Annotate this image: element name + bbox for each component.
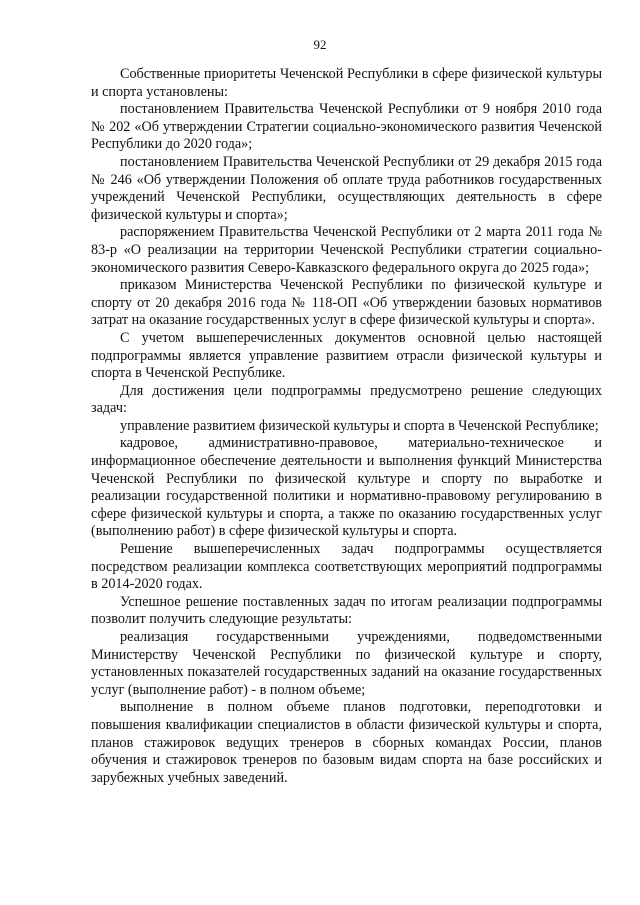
paragraph-task-management: управление развитием физической культуры и спорта в Чеченской Республике; — [120, 417, 599, 434]
document-body — [91, 66, 602, 787]
paragraph-ministry-order-2016: приказом Министерства Чеченской Республики по физической культуре и спорту от 20 декабря 2016 года № 118-ОП «Об утверждении базовых нормативов затрат на оказание государственных услуг в сфере физической культуры и спорта». — [91, 277, 602, 329]
paragraph-results-intro: Успешное решение поставленных задач по итогам реализации подпрограммы позволит получить следующие результаты: — [91, 593, 602, 628]
paragraph-decree-2015: постановлением Правительства Чеченской Республики от 29 декабря 2015 года № 246 «Об утверждении Положения об оплате труда работников государственных учреждений Чеченской Республики, осуществляющих деятельность в сфере физической культуры и спорта»; — [91, 153, 602, 223]
paragraph-decree-2010: постановлением Правительства Чеченской Республики от 9 ноября 2010 года № 202 «Об утверждении Стратегии социально-экономического развития Чеченской Республики до 2020 года»; — [91, 101, 602, 153]
paragraph-order-2011: распоряжением Правительства Чеченской Республики от 2 марта 2011 года № 83-р «О реализации на территории Чеченской Республики стратегии социально-экономического развития Северо-Кавказского федерального округа до 2025 года»; — [91, 224, 602, 276]
paragraph-priorities-intro: Собственные приоритеты Чеченской Республики в сфере физической культуры и спорта установлены: — [91, 66, 602, 100]
paragraph-result-state-tasks: реализация государственными учреждениями, подведомственными Министерству Чеченской Республики по физической культуре и спорту, установленных показателей государственных заданий на оказание государственных услуг (выполнение работ) - в полном объеме; — [91, 629, 602, 698]
paragraph-task-support: кадровое, административно-правовое, материально-техническое и информационное обеспечение деятельности и выполнения функций Министерства Чеченской Республики по физической культуре и спорту по выработке и реализации государственной политики и нормативно-правовому регулированию в сфере физической культуры и спорта, а также по оказанию государственных услуг (выполнению работ) в сфере физической культуры и спорта. — [91, 435, 602, 540]
paragraph-tasks-intro: Для достижения цели подпрограммы предусмотрено решение следующих задач: — [91, 382, 602, 417]
paragraph-implementation: Решение вышеперечисленных задач подпрограммы осуществляется посредством реализации комплекса соответствующих мероприятий подпрограммы в 2014-2020 годах. — [91, 541, 602, 593]
paragraph-main-goal: С учетом вышеперечисленных документов основной целью настоящей подпрограммы является управление развитием отрасли физической культуры и спорта в Чеченской Республике. — [91, 329, 602, 382]
page-number: 92 — [313, 37, 327, 52]
paragraph-result-training: выполнение в полном объеме планов подготовки, переподготовки и повышения квалификации специалистов в области физической культуры и спорта, планов стажировок ведущих тренеров в сборных командах России, планов обучения и стажировок тренеров по базовым видам спорта на базе российских и зарубежных учебных заведений. — [91, 699, 602, 786]
